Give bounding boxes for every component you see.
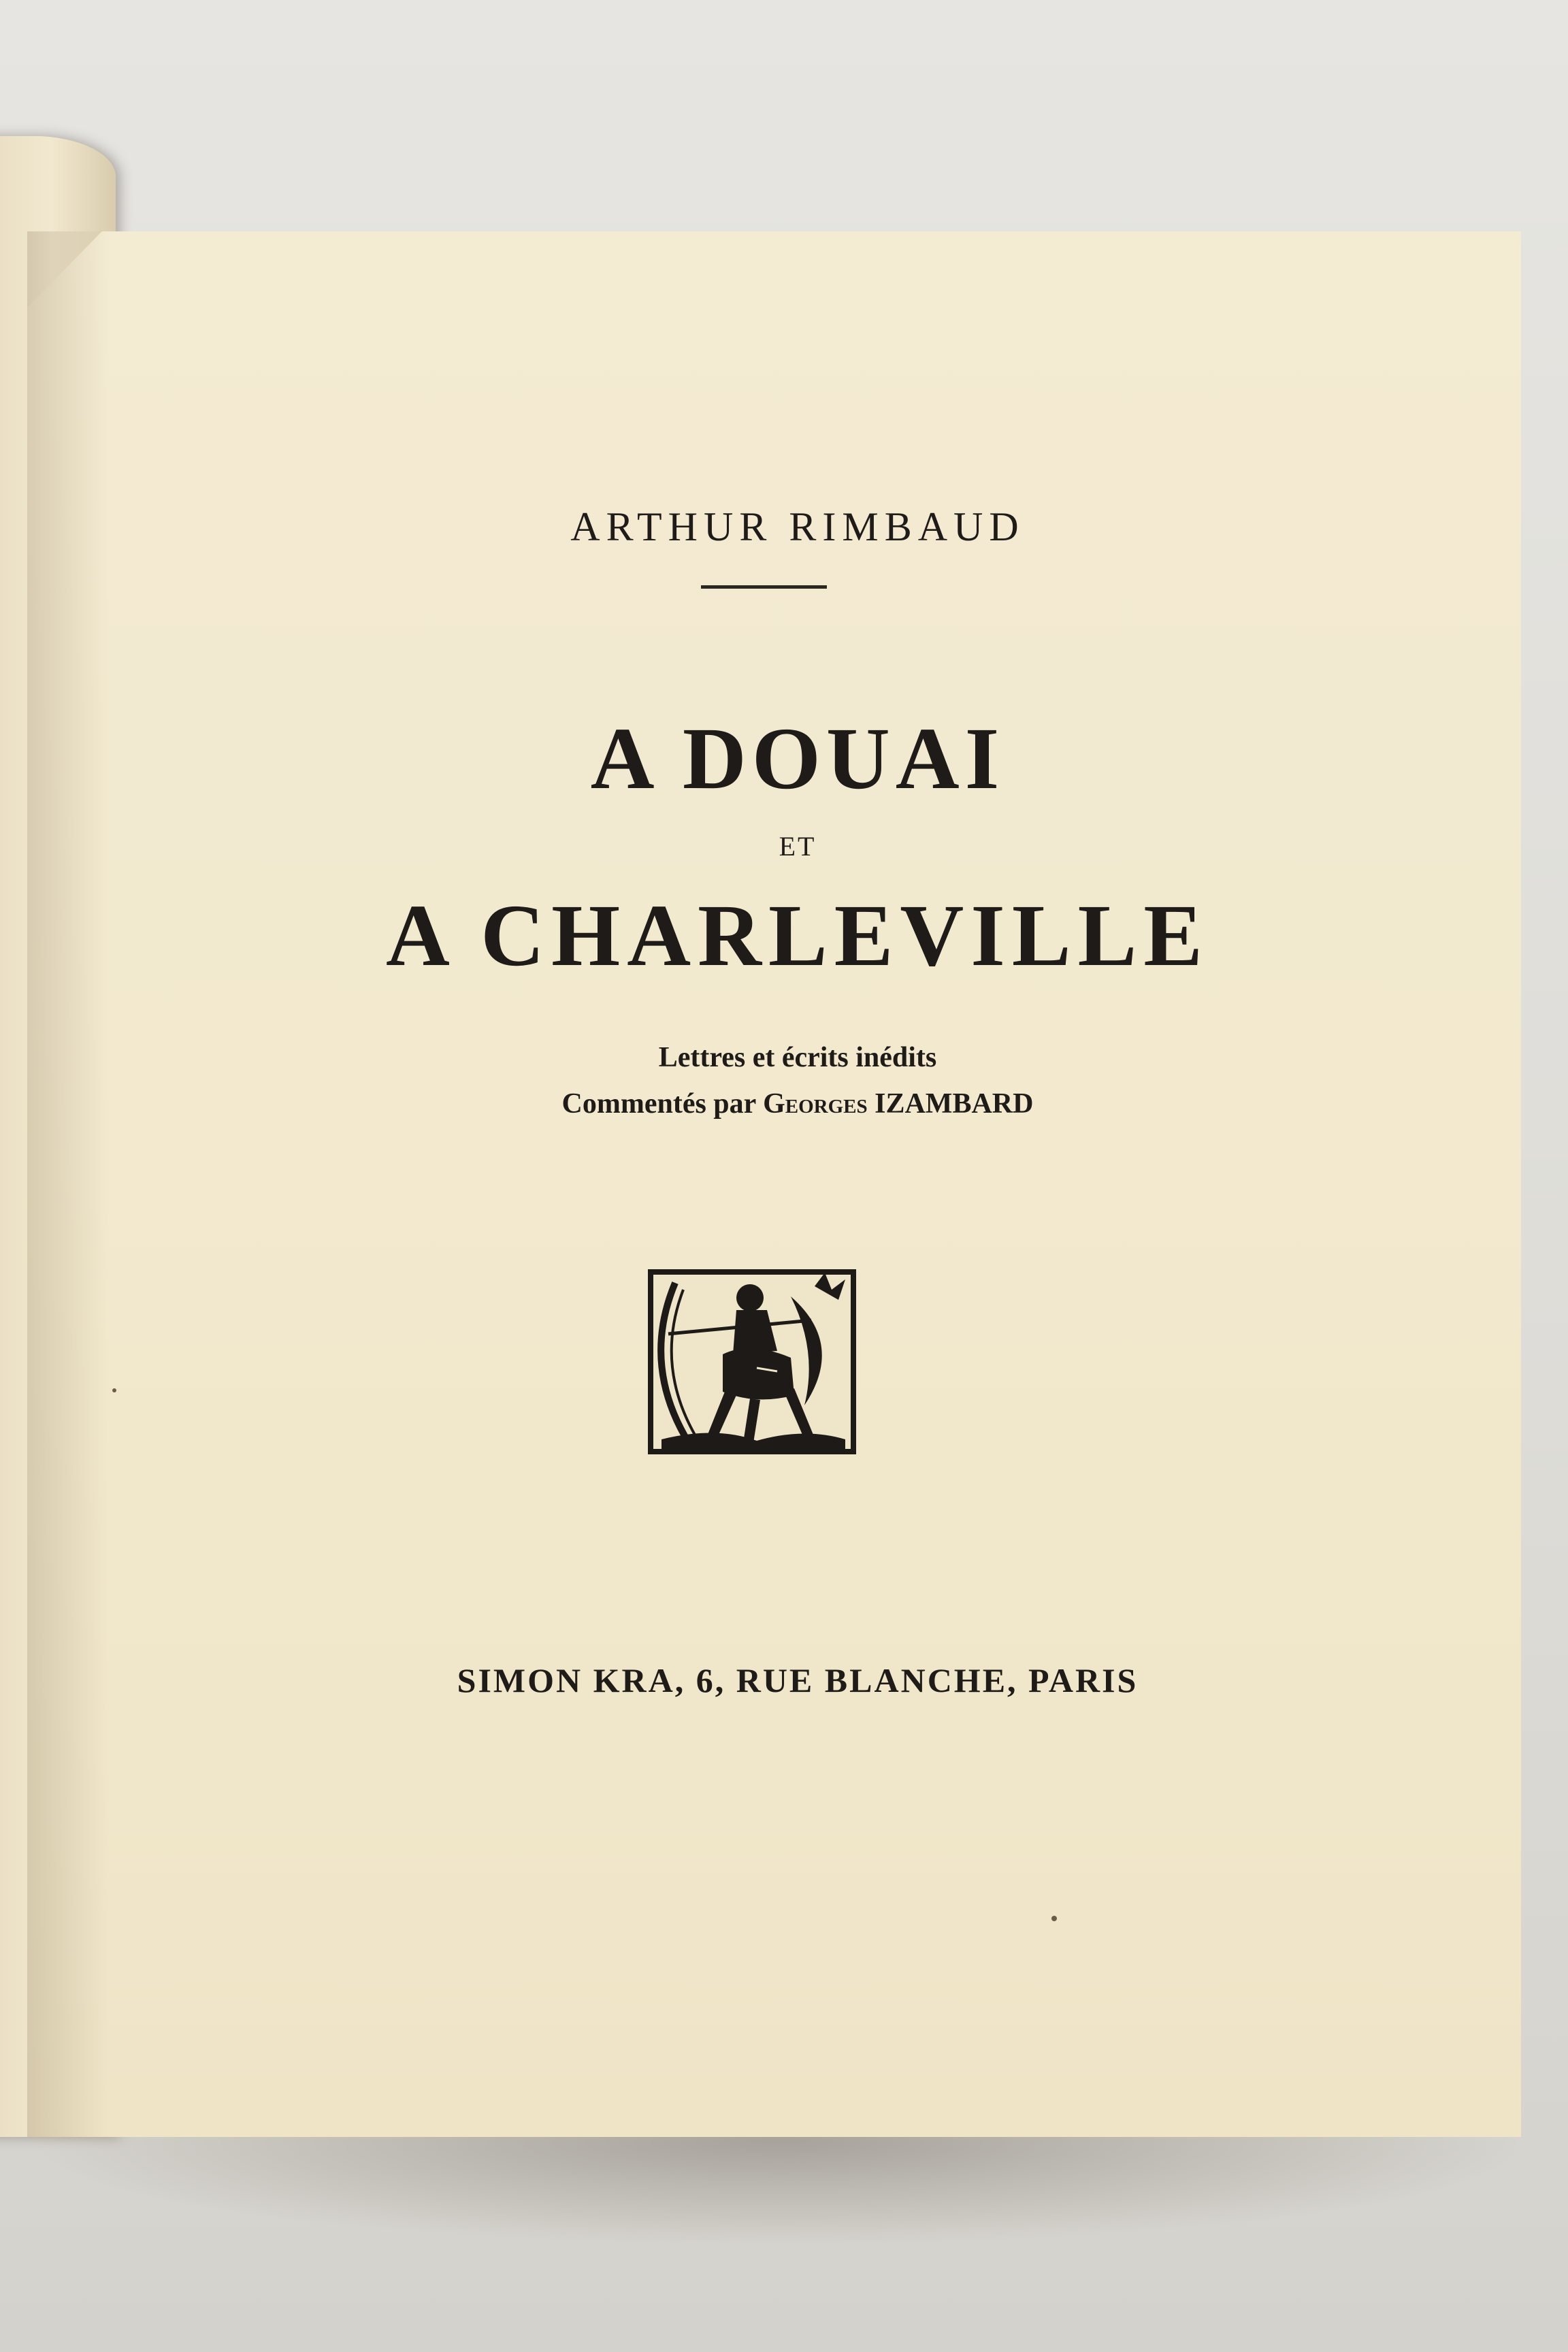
author-name: ARTHUR RIMBAUD [570, 504, 1025, 549]
subtitle-line-1: Lettres et écrits inédits [658, 1042, 937, 1073]
subtitle-prefix: Commentés par [561, 1088, 764, 1120]
title-line-2: A CHARLEVILLE [386, 887, 1209, 985]
subtitle-line-2 [0, 1088, 1568, 1120]
editor-first-name: Georges [763, 1088, 868, 1120]
paper-speck [1051, 1916, 1057, 1921]
title-rule [701, 585, 827, 589]
paper-speck [112, 1388, 116, 1392]
centaur-archer-woodcut-icon [648, 1269, 856, 1454]
editor-last-name: IZAMBARD [867, 1088, 1034, 1120]
publisher-imprint: SIMON KRA, 6, RUE BLANCHE, PARIS [457, 1661, 1139, 1699]
title-line-1: A DOUAI [590, 710, 1005, 808]
title-connector: ET [779, 831, 817, 862]
